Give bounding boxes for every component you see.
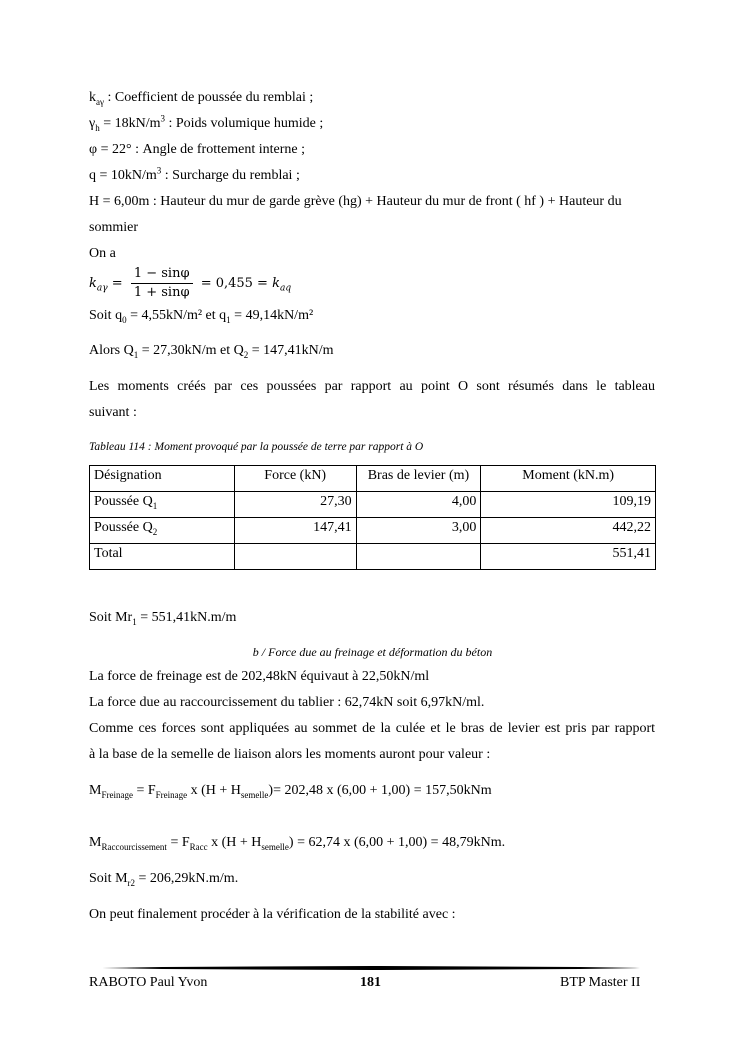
conclusion-line: On peut finalement procéder à la vérification de la stabilité avec : (89, 907, 456, 922)
header-designation: Désignation (90, 466, 235, 492)
table-header-row (90, 466, 656, 492)
footer-author: RABOTO Paul Yvon (89, 975, 208, 990)
def-h-height-line2: sommier (89, 220, 138, 235)
freinage-line2: La force due au raccourcissement du tablier : 62,74kN soit 6,97kN/ml. (89, 695, 485, 710)
header-force: Force (kN) (234, 466, 356, 492)
def-k-coefficient: $k_{a\gamma}$ : Coefficient de poussée du remblai ; (89, 90, 314, 107)
moments-paragraph-line1: Les moments créés par ces poussées par rapport au point O sont résumés dans le tableau (89, 379, 655, 394)
row-bras: 4,00 (356, 492, 481, 518)
table-row (90, 518, 656, 544)
freinage-line4: à la base de la semelle de liaison alors les moments auront pour valeur : (89, 747, 491, 762)
row-force (234, 544, 356, 570)
alors-q-line: Alors $Q_1 = 27,30kN/m$ et $Q_2 = 147,41kN/m$ (89, 343, 334, 360)
row-bras (356, 544, 481, 570)
fraction-numerator: 1 − sinφ (131, 266, 193, 284)
row-force: 27,30 (234, 492, 356, 518)
row-moment: 551,41 (481, 544, 656, 570)
formula-result: = 0,455 = (200, 276, 268, 291)
footer-course: BTP Master II (560, 975, 641, 990)
m-freinage-equation: $M_{Freinage} = F_{Freinage}$ x $(H + H_{semelle})= 202,48$ x (6,00 + 1,00) = 157,50kNm (89, 783, 492, 800)
footer-rule (102, 966, 640, 970)
def-q-surcharge: $q = 10kN/m^3$ : Surcharge du remblai ; (89, 165, 300, 183)
footer-page-number: 181 (360, 975, 381, 990)
row-label: Total (90, 544, 235, 570)
table-row-total (90, 544, 656, 570)
section-b-title: b / Force due au freinage et déformation du béton (252, 645, 493, 659)
row-bras: 3,00 (356, 518, 481, 544)
freinage-line1: La force de freinage est de 202,48kN équivaut à 22,50kN/ml (89, 669, 430, 684)
fraction-denominator: 1 + sinφ (133, 285, 190, 300)
mr1-line: Soit $Mr_1 = 551,41kN.m/m$ (89, 610, 237, 627)
moments-paragraph-line2: suivant : (89, 405, 137, 420)
row-label: Poussée $Q_2$ (90, 518, 235, 544)
mr2-line: Soit $M_{r2} = 206,29kN.m/m$. (89, 871, 239, 888)
fraction (131, 266, 193, 301)
row-moment: 109,19 (481, 492, 656, 518)
on-a-text: On a (89, 246, 116, 261)
row-label: Poussée $Q_1$ (90, 492, 235, 518)
row-moment: 442,22 (481, 518, 656, 544)
header-bras: Bras de levier (m) (356, 466, 481, 492)
soit-q-line: Soit $q_0 = 4,55kN/m^2$ et $q_1 = 49,14kN/m^2$ (89, 308, 314, 325)
moments-table (89, 465, 656, 570)
k-formula: $k_{a\gamma}$ = $\frac{1 - \sin\varphi}{1 + \sin\varphi}$ = $0,455 = k_{aq}$ (89, 266, 292, 300)
table-caption: Tableau 114 : Moment provoqué par la poussée de terre par rapport à O (89, 441, 424, 453)
header-moment: Moment (kN.m) (481, 466, 656, 492)
row-force: 147,41 (234, 518, 356, 544)
freinage-line3: Comme ces forces sont appliquées au sommet de la culée et le bras de levier est pris par rapport (89, 721, 655, 736)
def-gamma-weight: $\gamma_h = 18kN/m^3$ : Poids volumique humide ; (89, 113, 324, 133)
m-racc-equation: $M_{Raccourcissement} = F_{Racc}$ x $(H + H_{semelle}) = 62,74$ x (6,00 + 1,00) = 48,79kNm. (89, 835, 506, 852)
table-row (90, 492, 656, 518)
def-h-height-line1: H = 6,00m : Hauteur du mur de garde grève (hg) + Hauteur du mur de front ( hf ) + Hauteur du (89, 194, 622, 209)
def-phi-angle: φ = 22° : Angle de frottement interne ; (89, 142, 305, 157)
